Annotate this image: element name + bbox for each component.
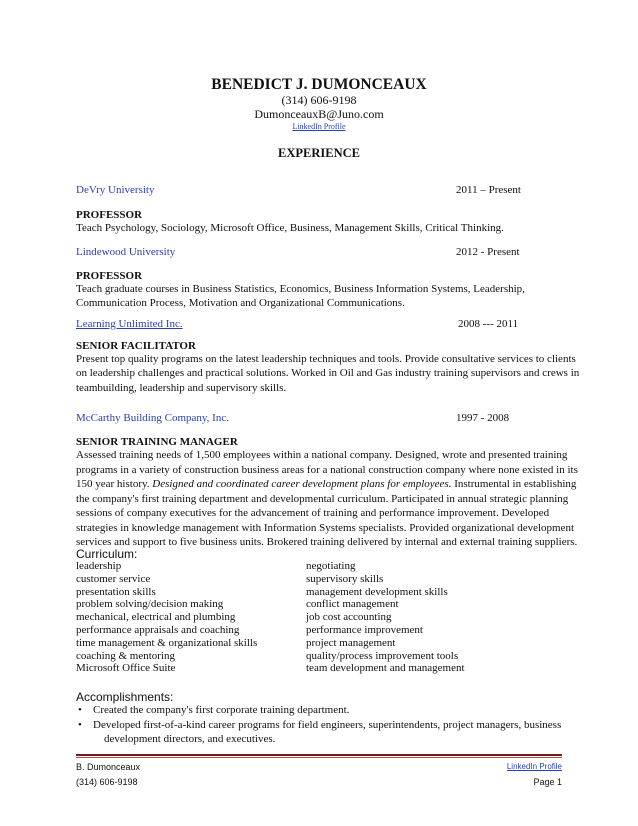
job-role: SENIOR TRAINING MANAGER — [76, 436, 238, 448]
footer-divider — [76, 754, 562, 756]
job-role: SENIOR FACILITATOR — [76, 340, 196, 352]
list-item: problem solving/decision making — [76, 598, 224, 611]
accomplishment-item-continued: development directors, and executives. — [104, 733, 276, 745]
list-item: job cost accounting — [306, 611, 392, 624]
list-item: Microsoft Office Suite — [76, 662, 176, 675]
job-description: Teach Psychology, Sociology, Microsoft Office, Business, Management Skills, Critical Thinking. — [76, 222, 504, 234]
header-phone: (314) 606-9198 — [281, 93, 357, 107]
accomplishments-heading: Accomplishments: — [76, 690, 174, 704]
company-lindewood-link[interactable]: Lindewood University — [76, 246, 176, 258]
list-item: coaching & mentoring — [76, 649, 175, 662]
page-number: Page 1 — [533, 777, 562, 787]
list-item: conflict management — [306, 598, 399, 611]
footer-name: B. Dumonceaux — [76, 762, 141, 772]
list-item: performance appraisals and coaching — [76, 623, 240, 636]
experience-heading: EXPERIENCE — [278, 146, 360, 160]
job-role: PROFESSOR — [76, 209, 143, 221]
list-item: mechanical, electrical and plumbing — [76, 611, 236, 624]
list-item: quality/process improvement tools — [306, 649, 459, 662]
company-learning-unlimited-link[interactable]: Learning Unlimited Inc. — [76, 318, 183, 330]
list-item: team development and management — [306, 662, 465, 675]
emphasis-text: Designed and coordinated career development plans for employees. — [152, 478, 452, 490]
company-mccarthy-link[interactable]: McCarthy Building Company, Inc. — [76, 412, 229, 424]
job-description: Present top quality programs on the latest leadership techniques and tools. Provide consultative services to clients on leadership challenges and practical solutions. Worked in Oil and Gas industry training supervisors and crews in teambuilding, leadership and supervisory skills. — [76, 353, 580, 394]
bullet-icon: • — [78, 719, 82, 731]
company-devry-link[interactable]: DeVry University — [76, 184, 155, 196]
list-item: leadership — [76, 560, 122, 572]
list-item: performance improvement — [306, 623, 423, 636]
footer-phone: (314) 606-9198 — [76, 777, 138, 787]
list-item: customer service — [76, 572, 151, 585]
job-dates: 2011 – Present — [456, 184, 521, 196]
footer-linkedin-link[interactable]: LinkedIn Profile — [506, 762, 562, 771]
accomplishment-item: Created the company's first corporate training department. — [93, 704, 350, 716]
list-item: presentation skills — [76, 585, 156, 598]
list-item: time management & organizational skills — [76, 636, 258, 649]
candidate-name: BENEDICT J. DUMONCEAUX — [211, 76, 427, 93]
header-email[interactable]: DumonceauxB@Juno.com — [254, 107, 384, 121]
list-item: supervisory skills — [306, 572, 384, 585]
header-linkedin-link[interactable]: LinkedIn Profile — [292, 122, 346, 131]
accomplishment-item: Developed first-of-a-kind career programs for field engineers, superintendents, project managers, business — [93, 719, 562, 731]
job-dates: 2012 - Present — [456, 246, 520, 258]
bullet-icon: • — [78, 704, 82, 716]
curriculum-heading: Curriculum: — [76, 547, 138, 561]
list-item: negotiating — [306, 560, 356, 572]
job-description: Assessed training needs of 1,500 employees within a national company. Designed, wrote and presented training programs in a variety of construction business areas for a national construction company where none existed in its 150 year history. Designed and coordinated career development plans for employees. Instrumental in establishing the company's first training department and developmental curriculum. Participated in annual strategic planning sessions of company executives for the advancement of training and performance improvement. Developed strategies in knowledge management with Information Systems specialists. Provided organizational development services and support to five business units. Brokered training delivered by internal and external training suppliers. — [76, 449, 578, 548]
job-dates: 1997 - 2008 — [456, 412, 510, 424]
job-description: Teach graduate courses in Business Statistics, Economics, Business Information Systems, Leadership, Communication Process, Motivation and Organizational Communications. — [76, 283, 525, 310]
list-item: management development skills — [306, 585, 448, 598]
job-role: PROFESSOR — [76, 270, 143, 282]
curriculum-left-list — [76, 560, 257, 675]
curriculum-right-list — [306, 560, 465, 675]
footer-divider-thin — [76, 757, 562, 758]
job-dates: 2008 --- 2011 — [458, 318, 519, 330]
list-item: project management — [306, 636, 396, 649]
